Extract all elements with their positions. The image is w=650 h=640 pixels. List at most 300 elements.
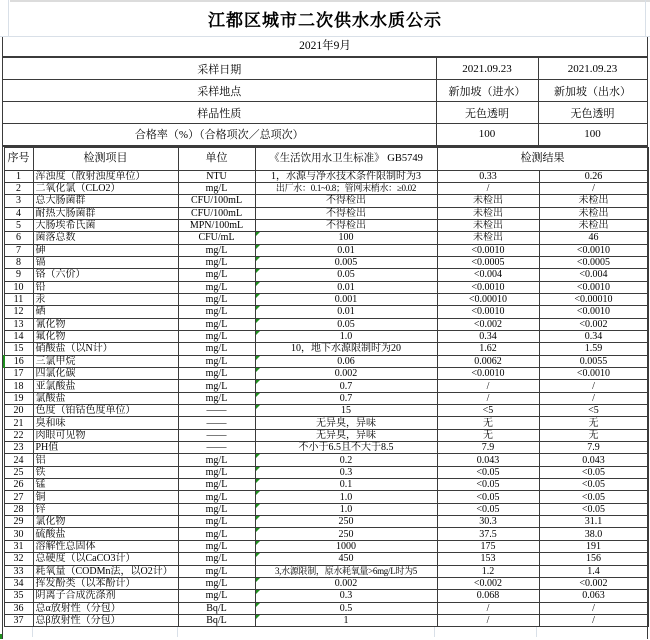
cell-error-marker-icon xyxy=(256,282,260,286)
parameter-name-cell[interactable]: 锌 xyxy=(33,503,178,515)
sampling-site-outlet[interactable]: 新加坡（出水） xyxy=(538,80,647,102)
result-inlet-cell[interactable]: 153 xyxy=(437,553,539,565)
table-row xyxy=(4,269,648,281)
result-outlet-cell[interactable]: 7.9 xyxy=(539,442,648,454)
cell-error-marker-icon xyxy=(256,479,260,483)
row-number-cell[interactable]: 24 xyxy=(4,454,33,466)
worksheet xyxy=(2,37,648,639)
table-row xyxy=(4,306,648,318)
parameter-name-cell[interactable]: 四氯化碳 xyxy=(33,368,178,380)
cell-error-marker-icon xyxy=(256,331,260,335)
row-number-cell[interactable]: 4 xyxy=(4,207,33,219)
parameter-name-cell[interactable]: 铁 xyxy=(33,466,178,478)
result-inlet-cell[interactable]: 无 xyxy=(437,429,539,441)
result-outlet-cell[interactable]: <0.05 xyxy=(539,491,648,503)
result-inlet-cell[interactable]: 175 xyxy=(437,540,539,552)
standard-limit-cell[interactable]: 3,水源限制，原水耗氧量>6mg/L时为5 xyxy=(255,565,437,577)
standard-limit-cell[interactable]: 1 xyxy=(255,614,437,626)
report-period-cell[interactable]: 2021年9月 xyxy=(3,37,647,57)
row-number-cell[interactable]: 28 xyxy=(4,503,33,515)
parameter-name-cell[interactable]: 浑浊度（散射浊度单位） xyxy=(33,170,178,182)
result-inlet-cell[interactable]: <0.05 xyxy=(437,491,539,503)
unit-cell[interactable]: mg/L xyxy=(178,269,255,281)
row-number-cell[interactable]: 32 xyxy=(4,553,33,565)
result-inlet-cell[interactable]: 无 xyxy=(437,417,539,429)
result-inlet-cell[interactable]: 1.62 xyxy=(437,343,539,355)
row-number-cell[interactable]: 36 xyxy=(4,602,33,614)
row-number-cell[interactable]: 7 xyxy=(4,244,33,256)
standard-limit-cell[interactable]: 0.01 xyxy=(255,281,437,293)
result-outlet-cell[interactable]: 156 xyxy=(539,553,648,565)
result-outlet-cell[interactable]: 31.1 xyxy=(539,516,648,528)
result-inlet-cell[interactable]: <0.05 xyxy=(437,503,539,515)
unit-cell[interactable]: mg/L xyxy=(178,368,255,380)
standard-limit-cell[interactable]: 不得检出 xyxy=(255,207,437,219)
table-row xyxy=(4,429,648,441)
standard-limit-cell[interactable]: 0.06 xyxy=(255,355,437,367)
result-inlet-cell[interactable]: 0.34 xyxy=(437,330,539,342)
standard-limit-cell[interactable]: 0.2 xyxy=(255,454,437,466)
parameter-name-cell[interactable]: 三氯甲烷 xyxy=(33,355,178,367)
table-row xyxy=(4,182,648,194)
result-outlet-cell[interactable]: <5 xyxy=(539,405,648,417)
table-row xyxy=(4,577,648,589)
parameter-name-cell[interactable]: 大肠埃希氏菌 xyxy=(33,219,178,231)
result-outlet-cell[interactable]: <0.05 xyxy=(539,503,648,515)
unit-cell[interactable]: Bq/L xyxy=(178,602,255,614)
standard-limit-cell[interactable]: 250 xyxy=(255,528,437,540)
result-outlet-cell[interactable]: 1.59 xyxy=(539,343,648,355)
result-inlet-cell[interactable]: <0.002 xyxy=(437,577,539,589)
parameter-name-cell[interactable]: 溶解性总固体 xyxy=(33,540,178,552)
cell-error-marker-icon xyxy=(256,393,260,397)
row-number-cell[interactable]: 18 xyxy=(4,380,33,392)
results-table-header-row xyxy=(4,147,648,170)
unit-cell[interactable]: mg/L xyxy=(178,466,255,478)
unit-cell[interactable]: mg/L xyxy=(178,306,255,318)
standard-limit-cell[interactable]: 0.3 xyxy=(255,466,437,478)
table-row xyxy=(4,380,648,392)
result-inlet-cell[interactable]: / xyxy=(437,602,539,614)
cell-error-marker-icon xyxy=(256,578,260,582)
standard-limit-cell[interactable]: 1.0 xyxy=(255,503,437,515)
result-outlet-cell[interactable]: 未检出 xyxy=(539,207,648,219)
row-number-cell[interactable]: 21 xyxy=(4,417,33,429)
unit-cell[interactable]: mg/L xyxy=(178,281,255,293)
col-header-standard[interactable]: 《生活饮用水卫生标准》 GB5749 xyxy=(255,147,437,170)
standard-limit-cell[interactable]: 0.002 xyxy=(255,368,437,380)
parameter-name-cell[interactable]: 砷 xyxy=(33,244,178,256)
table-row xyxy=(4,170,648,182)
sampling-site-inlet[interactable]: 新加坡（进水） xyxy=(436,80,538,102)
row-number-cell[interactable]: 10 xyxy=(4,281,33,293)
standard-limit-cell[interactable]: 不得检出 xyxy=(255,219,437,231)
parameter-name-cell[interactable]: 铬（六价） xyxy=(33,269,178,281)
table-row xyxy=(4,454,648,466)
unit-cell[interactable]: mg/L xyxy=(178,553,255,565)
standard-limit-cell[interactable]: 无异臭，异味 xyxy=(255,417,437,429)
sample-nature-inlet[interactable]: 无色透明 xyxy=(436,102,538,124)
parameter-name-cell[interactable]: 总硬度（以CaCO3计） xyxy=(33,553,178,565)
row-number-cell[interactable]: 5 xyxy=(4,219,33,231)
table-row xyxy=(4,330,648,342)
parameter-name-cell[interactable]: 铅 xyxy=(33,281,178,293)
parameter-name-cell[interactable]: 耗氧量（CODMn法，以O2计） xyxy=(33,565,178,577)
unit-cell[interactable]: mg/L xyxy=(178,330,255,342)
table-row xyxy=(4,503,648,515)
unit-cell[interactable]: mg/L xyxy=(178,318,255,330)
parameter-name-cell[interactable]: 硝酸盐（以N计） xyxy=(33,343,178,355)
result-inlet-cell[interactable]: / xyxy=(437,614,539,626)
row-number-cell[interactable]: 15 xyxy=(4,343,33,355)
row-number-cell[interactable]: 22 xyxy=(4,429,33,441)
result-outlet-cell[interactable]: <0.0010 xyxy=(539,281,648,293)
result-outlet-cell[interactable]: 1.4 xyxy=(539,565,648,577)
parameter-name-cell[interactable]: 二氧化氯（CLO2） xyxy=(33,182,178,194)
result-outlet-cell[interactable]: <0.0010 xyxy=(539,368,648,380)
result-inlet-cell[interactable]: 30.3 xyxy=(437,516,539,528)
unit-cell[interactable]: mg/L xyxy=(178,380,255,392)
result-inlet-cell[interactable]: 未检出 xyxy=(437,219,539,231)
unit-cell[interactable]: NTU xyxy=(178,170,255,182)
parameter-name-cell[interactable]: 挥发酚类（以苯酚计） xyxy=(33,577,178,589)
cell-error-marker-icon xyxy=(256,405,260,409)
parameter-name-cell[interactable]: 氯酸盐 xyxy=(33,392,178,404)
row-number-cell[interactable]: 26 xyxy=(4,479,33,491)
row-number-cell[interactable]: 19 xyxy=(4,392,33,404)
row-number-cell[interactable]: 12 xyxy=(4,306,33,318)
row-number-cell[interactable]: 8 xyxy=(4,256,33,268)
standard-limit-cell[interactable]: 0.7 xyxy=(255,380,437,392)
results-table-body xyxy=(4,147,648,627)
row-number-cell[interactable]: 17 xyxy=(4,368,33,380)
excel-gridline xyxy=(536,627,537,637)
unit-cell[interactable]: CFU/mL xyxy=(178,232,255,244)
result-outlet-cell[interactable]: <0.004 xyxy=(539,269,648,281)
unit-cell[interactable]: mg/L xyxy=(178,244,255,256)
result-outlet-cell[interactable]: 无 xyxy=(539,429,648,441)
result-outlet-cell[interactable]: 无 xyxy=(539,417,648,429)
standard-limit-cell[interactable]: 1000 xyxy=(255,540,437,552)
unit-cell[interactable]: —— xyxy=(178,405,255,417)
result-inlet-cell[interactable]: <0.0010 xyxy=(437,244,539,256)
cell-error-marker-icon xyxy=(256,294,260,298)
result-outlet-cell[interactable]: <0.002 xyxy=(539,577,648,589)
result-inlet-cell[interactable]: 0.33 xyxy=(437,170,539,182)
sampling-date-outlet[interactable]: 2021.09.23 xyxy=(538,58,647,80)
table-row xyxy=(4,442,648,454)
col-header-result[interactable]: 检测结果 xyxy=(437,147,648,170)
unit-cell[interactable]: MPN/100mL xyxy=(178,219,255,231)
parameter-name-cell[interactable]: 总大肠菌群 xyxy=(33,195,178,207)
cell-error-marker-icon xyxy=(256,603,260,607)
pass-rate-inlet[interactable]: 100 xyxy=(436,124,538,146)
result-inlet-cell[interactable]: <0.002 xyxy=(437,318,539,330)
parameter-name-cell[interactable]: 氯化物 xyxy=(33,516,178,528)
unit-cell[interactable]: —— xyxy=(178,429,255,441)
parameter-name-cell[interactable]: 亚氯酸盐 xyxy=(33,380,178,392)
standard-limit-cell[interactable]: 0.01 xyxy=(255,306,437,318)
standard-limit-cell[interactable]: 1.0 xyxy=(255,491,437,503)
result-outlet-cell[interactable]: <0.05 xyxy=(539,479,648,491)
standard-limit-cell[interactable]: 无异臭，异味 xyxy=(255,429,437,441)
unit-cell[interactable]: —— xyxy=(178,417,255,429)
cell-error-marker-icon xyxy=(256,454,260,458)
cell-error-marker-icon xyxy=(256,306,260,310)
row-number-cell[interactable]: 31 xyxy=(4,540,33,552)
result-outlet-cell[interactable]: 0.043 xyxy=(539,454,648,466)
col-header-unit[interactable]: 单位 xyxy=(178,147,255,170)
table-row xyxy=(4,540,648,552)
result-inlet-cell[interactable]: 1.2 xyxy=(437,565,539,577)
sampling-date-label[interactable]: 采样日期 xyxy=(3,58,436,80)
result-inlet-cell[interactable]: / xyxy=(437,380,539,392)
result-outlet-cell[interactable]: / xyxy=(539,602,648,614)
row-number-cell[interactable]: 13 xyxy=(4,318,33,330)
result-outlet-cell[interactable]: <0.0010 xyxy=(539,244,648,256)
unit-cell[interactable]: CFU/100mL xyxy=(178,195,255,207)
standard-limit-cell[interactable]: 0.01 xyxy=(255,244,437,256)
result-outlet-cell[interactable]: <0.0010 xyxy=(539,306,648,318)
standard-limit-cell[interactable]: 0.05 xyxy=(255,269,437,281)
result-inlet-cell[interactable]: <0.05 xyxy=(437,466,539,478)
unit-cell[interactable]: mg/L xyxy=(178,479,255,491)
result-outlet-cell[interactable]: 0.0055 xyxy=(539,355,648,367)
result-inlet-cell[interactable]: <0.00010 xyxy=(437,293,539,305)
row-number-cell[interactable]: 2 xyxy=(4,182,33,194)
standard-limit-cell[interactable]: 0.001 xyxy=(255,293,437,305)
result-inlet-cell[interactable]: 0.0062 xyxy=(437,355,539,367)
result-outlet-cell[interactable]: / xyxy=(539,392,648,404)
table-row xyxy=(4,392,648,404)
unit-cell[interactable]: —— xyxy=(178,442,255,454)
sampling-site-label[interactable]: 采样地点 xyxy=(3,80,436,102)
unit-cell[interactable]: mg/L xyxy=(178,540,255,552)
screenshot-edge-strip xyxy=(10,0,650,2)
result-outlet-cell[interactable]: 38.0 xyxy=(539,528,648,540)
page-title: 江都区城市二次供水水质公示 xyxy=(208,11,442,30)
result-outlet-cell[interactable]: / xyxy=(539,614,648,626)
cell-error-marker-icon xyxy=(256,491,260,495)
parameter-name-cell[interactable]: 耐热大肠菌群 xyxy=(33,207,178,219)
result-outlet-cell[interactable]: <0.002 xyxy=(539,318,648,330)
unit-cell[interactable]: mg/L xyxy=(178,528,255,540)
standard-limit-cell[interactable]: 不小于6.5且不大于8.5 xyxy=(255,442,437,454)
standard-limit-cell[interactable]: 450 xyxy=(255,553,437,565)
row-number-cell[interactable]: 35 xyxy=(4,590,33,602)
parameter-name-cell[interactable]: 氟化物 xyxy=(33,330,178,342)
standard-limit-cell[interactable]: 0.002 xyxy=(255,577,437,589)
row-number-cell[interactable]: 25 xyxy=(4,466,33,478)
table-row xyxy=(4,281,648,293)
parameter-name-cell[interactable]: 铜 xyxy=(33,491,178,503)
row-number-cell[interactable]: 30 xyxy=(4,528,33,540)
result-inlet-cell[interactable]: <0.0010 xyxy=(437,368,539,380)
result-inlet-cell[interactable]: <0.004 xyxy=(437,269,539,281)
table-row xyxy=(3,58,647,80)
table-row xyxy=(3,80,647,102)
parameter-name-cell[interactable]: 镉 xyxy=(33,256,178,268)
standard-limit-cell[interactable]: 0.3 xyxy=(255,590,437,602)
table-row xyxy=(4,491,648,503)
result-inlet-cell[interactable]: <0.0010 xyxy=(437,281,539,293)
unit-cell[interactable]: mg/L xyxy=(178,355,255,367)
standard-limit-cell[interactable]: 1，水源与净水技术条件限制时为3 xyxy=(255,170,437,182)
result-outlet-cell[interactable]: 未检出 xyxy=(539,219,648,231)
col-header-item[interactable]: 检测项目 xyxy=(33,147,178,170)
parameter-name-cell[interactable]: 肉眼可见物 xyxy=(33,429,178,441)
cell-error-marker-icon xyxy=(256,590,260,594)
unit-cell[interactable]: mg/L xyxy=(178,392,255,404)
parameter-name-cell[interactable]: 硫酸盐 xyxy=(33,528,178,540)
result-inlet-cell[interactable]: 未检出 xyxy=(437,207,539,219)
unit-cell[interactable]: mg/L xyxy=(178,565,255,577)
row-number-cell[interactable]: 14 xyxy=(4,330,33,342)
parameter-name-cell[interactable]: 铝 xyxy=(33,454,178,466)
standard-limit-cell[interactable]: 15 xyxy=(255,405,437,417)
row-number-cell[interactable]: 1 xyxy=(4,170,33,182)
results-table xyxy=(3,147,649,628)
unit-cell[interactable]: mg/L xyxy=(178,256,255,268)
unit-cell[interactable]: mg/L xyxy=(178,590,255,602)
unit-cell[interactable]: mg/L xyxy=(178,343,255,355)
unit-cell[interactable]: mg/L xyxy=(178,182,255,194)
table-row xyxy=(4,516,648,528)
unit-cell[interactable]: Bq/L xyxy=(178,614,255,626)
result-outlet-cell[interactable]: / xyxy=(539,380,648,392)
pass-rate-label[interactable]: 合格率（%）（合格项次／总项次） xyxy=(3,124,436,146)
unit-cell[interactable]: mg/L xyxy=(178,577,255,589)
unit-cell[interactable]: mg/L xyxy=(178,293,255,305)
result-inlet-cell[interactable]: <0.05 xyxy=(437,479,539,491)
table-row xyxy=(4,417,648,429)
result-outlet-cell[interactable]: <0.05 xyxy=(539,466,648,478)
standard-limit-cell[interactable]: 出厂水：0.1~0.8；管网末梢水：≥0.02 xyxy=(255,182,437,194)
table-row xyxy=(4,479,648,491)
parameter-name-cell[interactable]: 阴离子合成洗涤剂 xyxy=(33,590,178,602)
result-outlet-cell[interactable]: <0.00010 xyxy=(539,293,648,305)
parameter-name-cell[interactable]: 硒 xyxy=(33,306,178,318)
parameter-name-cell[interactable]: 菌落总数 xyxy=(33,232,178,244)
result-outlet-cell[interactable]: 0.063 xyxy=(539,590,648,602)
row-number-cell[interactable]: 6 xyxy=(4,232,33,244)
cell-error-marker-icon xyxy=(256,504,260,508)
cell-error-marker-icon xyxy=(256,467,260,471)
table-row xyxy=(4,602,648,614)
standard-limit-cell[interactable]: 1.0 xyxy=(255,330,437,342)
result-inlet-cell[interactable]: 0.043 xyxy=(437,454,539,466)
row-number-cell[interactable]: 16 xyxy=(4,355,33,367)
result-outlet-cell[interactable]: 0.34 xyxy=(539,330,648,342)
parameter-name-cell[interactable]: 汞 xyxy=(33,293,178,305)
row-number-cell[interactable]: 3 xyxy=(4,195,33,207)
table-row xyxy=(4,207,648,219)
sample-nature-outlet[interactable]: 无色透明 xyxy=(538,102,647,124)
standard-limit-cell[interactable]: 100 xyxy=(255,232,437,244)
standard-limit-cell[interactable]: 0.7 xyxy=(255,392,437,404)
result-outlet-cell[interactable]: 46 xyxy=(539,232,648,244)
excel-gridline xyxy=(177,627,178,637)
cell-error-marker-icon xyxy=(256,516,260,520)
parameter-name-cell[interactable]: PH值 xyxy=(33,442,178,454)
parameter-name-cell[interactable]: 氰化物 xyxy=(33,318,178,330)
result-inlet-cell[interactable]: / xyxy=(437,392,539,404)
row-number-cell[interactable]: 9 xyxy=(4,269,33,281)
parameter-name-cell[interactable]: 臭和味 xyxy=(33,417,178,429)
parameter-name-cell[interactable]: 总β放射性（分包） xyxy=(33,614,178,626)
result-inlet-cell[interactable]: <0.0005 xyxy=(437,256,539,268)
unit-cell[interactable]: CFU/100mL xyxy=(178,207,255,219)
col-header-no[interactable]: 序号 xyxy=(4,147,33,170)
row-number-cell[interactable]: 29 xyxy=(4,516,33,528)
table-row xyxy=(4,232,648,244)
cell-error-marker-icon xyxy=(256,615,260,619)
standard-limit-cell[interactable]: 250 xyxy=(255,516,437,528)
result-inlet-cell[interactable]: 未检出 xyxy=(437,195,539,207)
result-outlet-cell[interactable]: 未检出 xyxy=(539,195,648,207)
result-inlet-cell[interactable]: 7.9 xyxy=(437,442,539,454)
result-inlet-cell[interactable]: / xyxy=(437,182,539,194)
row-number-cell[interactable]: 11 xyxy=(4,293,33,305)
result-outlet-cell[interactable]: / xyxy=(539,182,648,194)
table-row xyxy=(4,318,648,330)
cell-error-marker-icon xyxy=(256,368,260,372)
result-outlet-cell[interactable]: 191 xyxy=(539,540,648,552)
result-inlet-cell[interactable]: <5 xyxy=(437,405,539,417)
cell-error-marker-icon xyxy=(256,269,260,273)
unit-cell[interactable]: mg/L xyxy=(178,491,255,503)
standard-limit-cell[interactable]: 不得检出 xyxy=(255,195,437,207)
unit-cell[interactable]: mg/L xyxy=(178,454,255,466)
sampling-date-inlet[interactable]: 2021.09.23 xyxy=(436,58,538,80)
result-inlet-cell[interactable]: 未检出 xyxy=(437,232,539,244)
result-outlet-cell[interactable]: <0.0005 xyxy=(539,256,648,268)
row-number-cell[interactable]: 33 xyxy=(4,565,33,577)
cell-error-marker-icon xyxy=(256,257,260,261)
row-number-cell[interactable]: 34 xyxy=(4,577,33,589)
table-row xyxy=(4,565,648,577)
table-row xyxy=(4,355,648,367)
result-outlet-cell[interactable]: 0.26 xyxy=(539,170,648,182)
standard-limit-cell[interactable]: 0.005 xyxy=(255,256,437,268)
sample-nature-label[interactable]: 样品性质 xyxy=(3,102,436,124)
unit-cell[interactable]: mg/L xyxy=(178,503,255,515)
result-inlet-cell[interactable]: 37.5 xyxy=(437,528,539,540)
standard-limit-cell[interactable]: 0.1 xyxy=(255,479,437,491)
table-row xyxy=(4,368,648,380)
table-row xyxy=(4,590,648,602)
table-row xyxy=(4,405,648,417)
table-row xyxy=(4,195,648,207)
standard-limit-cell[interactable]: 10，地下水源限制时为20 xyxy=(255,343,437,355)
unit-cell[interactable]: mg/L xyxy=(178,516,255,528)
cell-error-marker-icon xyxy=(256,380,260,384)
parameter-name-cell[interactable]: 色度（铂钴色度单位） xyxy=(33,405,178,417)
table-row xyxy=(4,614,648,626)
standard-limit-cell[interactable]: 0.05 xyxy=(255,318,437,330)
parameter-name-cell[interactable]: 锰 xyxy=(33,479,178,491)
row-number-cell[interactable]: 27 xyxy=(4,491,33,503)
row-number-cell[interactable]: 23 xyxy=(4,442,33,454)
cell-error-marker-icon xyxy=(256,356,260,360)
row-number-cell[interactable]: 20 xyxy=(4,405,33,417)
standard-limit-cell[interactable]: 0.5 xyxy=(255,602,437,614)
result-inlet-cell[interactable]: 0.068 xyxy=(437,590,539,602)
pass-rate-outlet[interactable]: 100 xyxy=(538,124,647,146)
row-number-cell[interactable]: 37 xyxy=(4,614,33,626)
parameter-name-cell[interactable]: 总α放射性（分包） xyxy=(33,602,178,614)
result-inlet-cell[interactable]: <0.0010 xyxy=(437,306,539,318)
